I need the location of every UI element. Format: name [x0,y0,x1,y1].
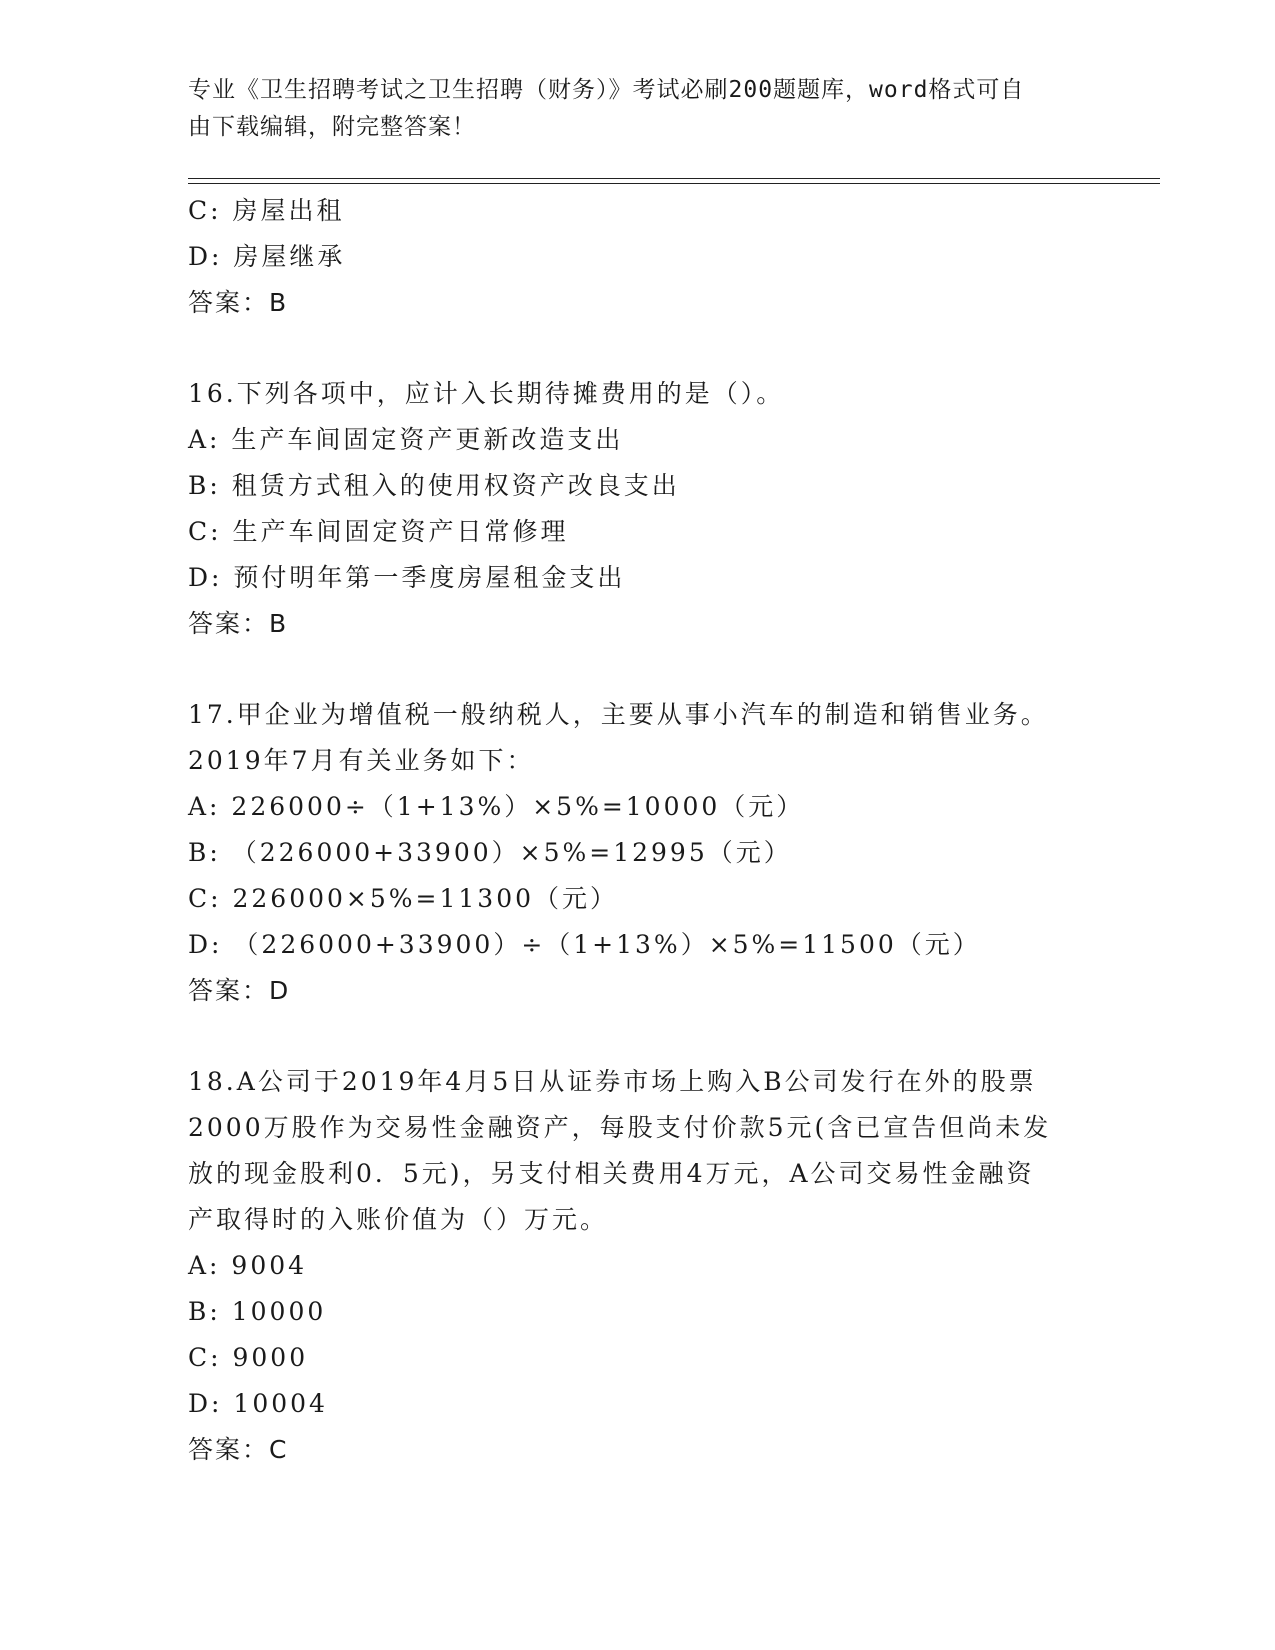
question-stem-line-4: 产取得时的入账价值为（）万元。 [188,1205,609,1234]
option-c: C: 9000 [188,1343,309,1372]
option-d: D: （226000+33900）÷（1+13%）×5%=11500（元） [188,930,981,959]
option-c: C: 房屋出租 [188,196,345,225]
question-stem-line-2: 2019年7月有关业务如下： [188,746,535,775]
header-rule-top [188,178,1160,179]
option-b: B: 租赁方式租入的使用权资产改良支出 [188,471,680,500]
option-a: A: 生产车间固定资产更新改造支出 [188,425,624,454]
option-d: D: 房屋继承 [188,242,346,271]
question-17 [188,692,1088,1014]
answer: 答案：D [188,976,291,1005]
question-16 [188,371,1088,647]
question-15 [188,188,1088,326]
answer: 答案：B [188,288,289,317]
option-d: D: 10004 [188,1389,328,1418]
question-list [188,188,1088,1473]
document-header [188,72,1078,146]
question-18 [188,1059,1088,1473]
option-c: C: 生产车间固定资产日常修理 [188,517,569,546]
answer: 答案：C [188,1435,289,1464]
spacer [188,647,1088,692]
header-line-1: 专业《卫生招聘考试之卫生招聘（财务）》考试必刷200题题库，word格式可自 [188,77,1025,103]
option-a: A: 9004 [188,1251,308,1280]
spacer [188,1014,1088,1059]
answer: 答案：B [188,609,289,638]
question-stem-line-1: 17.甲企业为增值税一般纳税人，主要从事小汽车的制造和销售业务。 [188,700,1049,729]
header-rule-bottom [188,183,1160,184]
option-c: C: 226000×5%=11300（元） [188,884,619,913]
spacer [188,326,1088,371]
option-d: D: 预付明年第一季度房屋租金支出 [188,563,626,592]
question-stem-line-1: 18.A公司于2019年4月5日从证券市场上购入B公司发行在外的股票 [188,1067,1037,1096]
option-b: B: （226000+33900）×5%=12995（元） [188,838,792,867]
question-stem-line-2: 2000万股作为交易性金融资产，每股支付价款5元(含已宣告但尚未发 [188,1113,1052,1142]
question-stem-line-3: 放的现金股利0．5元)，另支付相关费用4万元，A公司交易性金融资 [188,1159,1035,1188]
option-a: A: 226000÷（1+13%）×5%=10000（元） [188,792,805,821]
header-line-2: 由下载编辑，附完整答案！ [188,114,476,140]
option-b: B: 10000 [188,1297,327,1326]
question-stem: 16.下列各项中，应计入长期待摊费用的是（）。 [188,379,785,408]
